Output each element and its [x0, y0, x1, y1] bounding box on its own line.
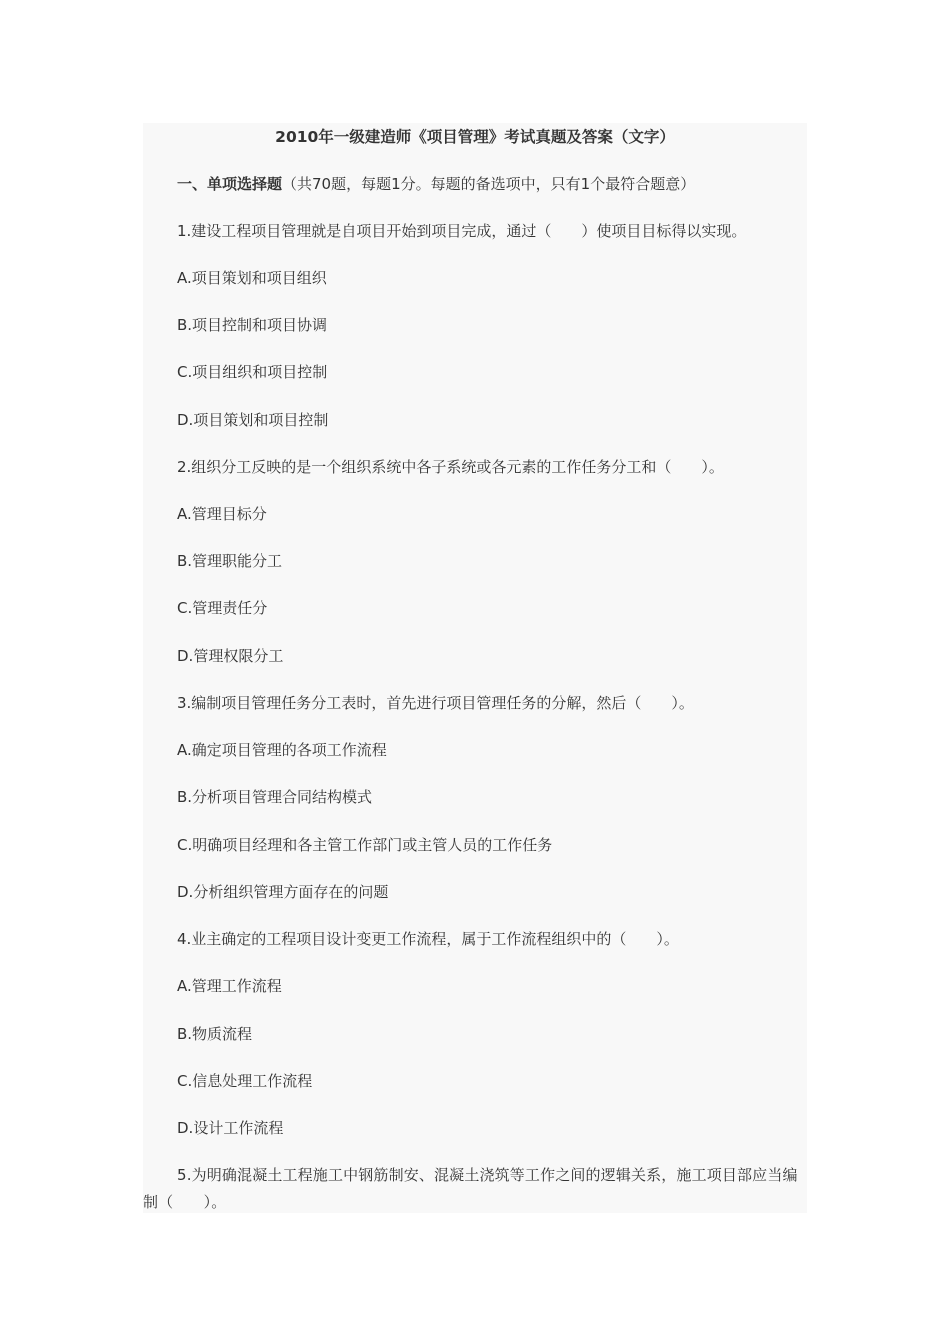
question-4-stem: 4.业主确定的工程项目设计变更工作流程，属于工作流程组织中的（ ）。: [177, 930, 679, 948]
question-4-option-c: C.信息处理工作流程: [177, 1072, 313, 1090]
question-3-option-b: B.分析项目管理合同结构模式: [177, 788, 373, 806]
question-2-option-b: B.管理职能分工: [177, 552, 283, 570]
question-1-stem: 1.建设工程项目管理就是自项目开始到项目完成，通过（ ）使项目目标得以实现。: [177, 222, 747, 240]
question-1-option-d: D.项目策划和项目控制: [177, 411, 329, 429]
question-3-option-d: D.分析组织管理方面存在的问题: [177, 883, 389, 901]
question-4-option-d: D.设计工作流程: [177, 1119, 284, 1137]
question-1-option-c: C.项目组织和项目控制: [177, 363, 328, 381]
question-3-option-a: A.确定项目管理的各项工作流程: [177, 741, 387, 759]
question-4-option-b: B.物质流程: [177, 1025, 253, 1043]
document-title: 2010年一级建造师《项目管理》考试真题及答案（文字）: [275, 128, 675, 146]
section-heading: 一、单项选择题: [177, 175, 283, 193]
question-4-option-a: A.管理工作流程: [177, 977, 282, 995]
question-2-option-a: A.管理目标分: [177, 505, 267, 523]
question-2-stem: 2.组织分工反映的是一个组织系统中各子系统或各元素的工作任务分工和（ ）。: [177, 458, 724, 476]
section-note: （共70题，每题1分。每题的备选项中，只有1个最符合题意）: [282, 175, 696, 193]
section-header: [177, 174, 695, 194]
question-3-option-c: C.明确项目经理和各主管工作部门或主管人员的工作任务: [177, 836, 553, 854]
question-5-stem: 5.为明确混凝土工程施工中钢筋制安、混凝土浇筑等工作之间的逻辑关系，施工项目部应当编制（ ）。: [143, 1166, 798, 1211]
question-1-option-a: A.项目策划和项目组织: [177, 269, 327, 287]
question-2-option-c: C.管理责任分: [177, 599, 268, 617]
question-1-option-b: B.项目控制和项目协调: [177, 316, 328, 334]
question-2-option-d: D.管理权限分工: [177, 647, 284, 665]
question-3-stem: 3.编制项目管理任务分工表时，首先进行项目管理任务的分解，然后（ ）。: [177, 694, 694, 712]
